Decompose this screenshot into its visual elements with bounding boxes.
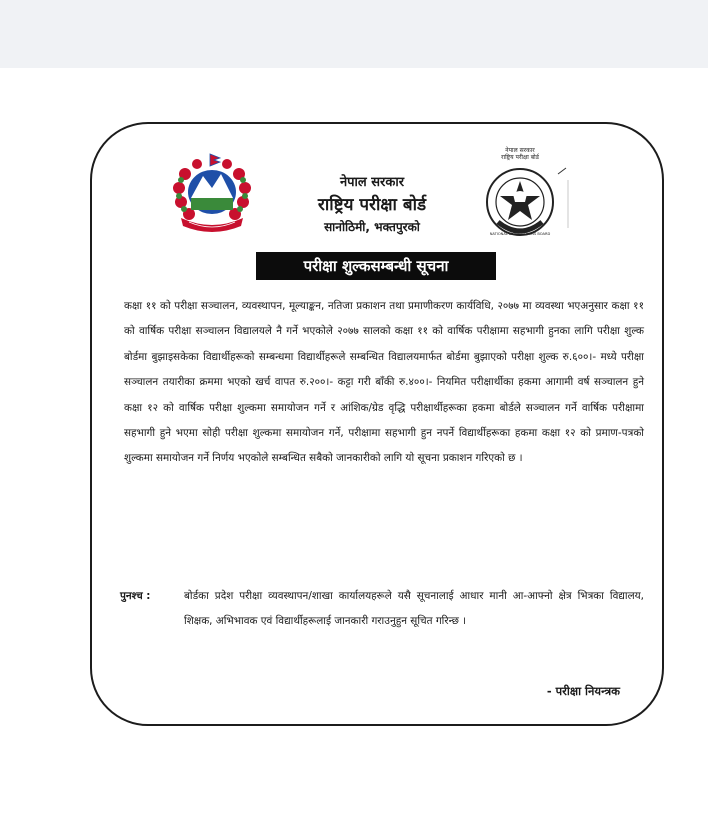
signature: - परीक्षा नियन्त्रक bbox=[546, 684, 620, 698]
notice-body: कक्षा ११ को परीक्षा सञ्चालन, व्यवस्थापन, मूल्याङ्कन, नतिजा प्रकाशन तथा प्रमाणीकरण कार्यविधि, २०७७ मा व्यवस्था भएअनुसार कक्षा ११ को वार्षिक परीक्षा सञ्चालन विद्यालयले नै गर्ने भएकोले २०७७ सालको कक्षा ११ को वार्षिक परीक्षामा सहभागी हुनका लागि परीक्षा शुल्क बोर्डमा बुझाइसकेका विद्यार्थीहरूको सम्बन्धमा विद्यार्थीहरूले सम्बन्धित विद्यालयमार्फत बोर्डमा बुझाएको परीक्षा शुल्क रु.६००।- मध्ये परीक्षा सञ्चालन तयारीका क्रममा भएको खर्च वापत रु.२००।- कट्टा गरी बाँकी रु.४००।- नियमित परीक्षार्थीका हकमा आगामी वर्ष सञ्चालन हुने कक्षा १२ को वार्षिक परीक्षा शुल्कमा समायोजन गर्ने र आंशिक/ग्रेड वृद्धि परीक्षार्थीहरूका हकमा बोर्डले सञ्चालन गर्ने वार्षिक परीक्षामा सहभागी हुने भएमा सोही परीक्षा शुल्कमा समायोजन गर्ने, परीक्षामा सहभागी हुन नपर्ने विद्यार्थीहरूका हकमा कक्षा १२ को प्रमाण-पत्रको शुल्कमा समायोजन गर्ने निर्णय भएकोले सम्बन्धित सबैको जानकारीको लागि यो सूचना प्रकाशन गरिएको छ । bbox=[124, 300, 644, 465]
national-examinations-board-seal-icon bbox=[480, 144, 574, 238]
board-address: सानोठिमी, भक्तपुरको bbox=[324, 220, 420, 234]
svg-text:नेपाल सरकार: नेपाल सरकार bbox=[505, 147, 535, 154]
top-header-band bbox=[0, 0, 708, 68]
notice-card bbox=[90, 122, 664, 726]
svg-text:NATIONAL EXAMINATIONS BOARD: NATIONAL EXAMINATIONS BOARD bbox=[489, 232, 551, 236]
postscript-label: पुनश्च : bbox=[120, 590, 151, 602]
postscript-text: बोर्डका प्रदेश परीक्षा व्यवस्थापन/शाखा कार्यालयहरूले यसै सूचनालाई आधार मानी आ-आफ्नो क्षेत्र भित्रका विद्यालय, शिक्षक, अभिभावक एवं विद्यार्थीहरूलाई जानकारी गराउनुहुन सूचित गरिन्छ । bbox=[184, 590, 644, 628]
board-name: राष्ट्रिय परीक्षा बोर्ड bbox=[317, 195, 427, 215]
nepal-government-emblem-icon bbox=[167, 152, 257, 232]
header-text bbox=[262, 174, 482, 236]
government-name: नेपाल सरकार bbox=[339, 175, 405, 190]
svg-text:राष्ट्रिय परीक्षा बोर्ड: राष्ट्रिय परीक्षा बोर्ड bbox=[501, 154, 539, 161]
notice-title: परीक्षा शुल्कसम्बन्धी सूचना bbox=[256, 252, 496, 280]
